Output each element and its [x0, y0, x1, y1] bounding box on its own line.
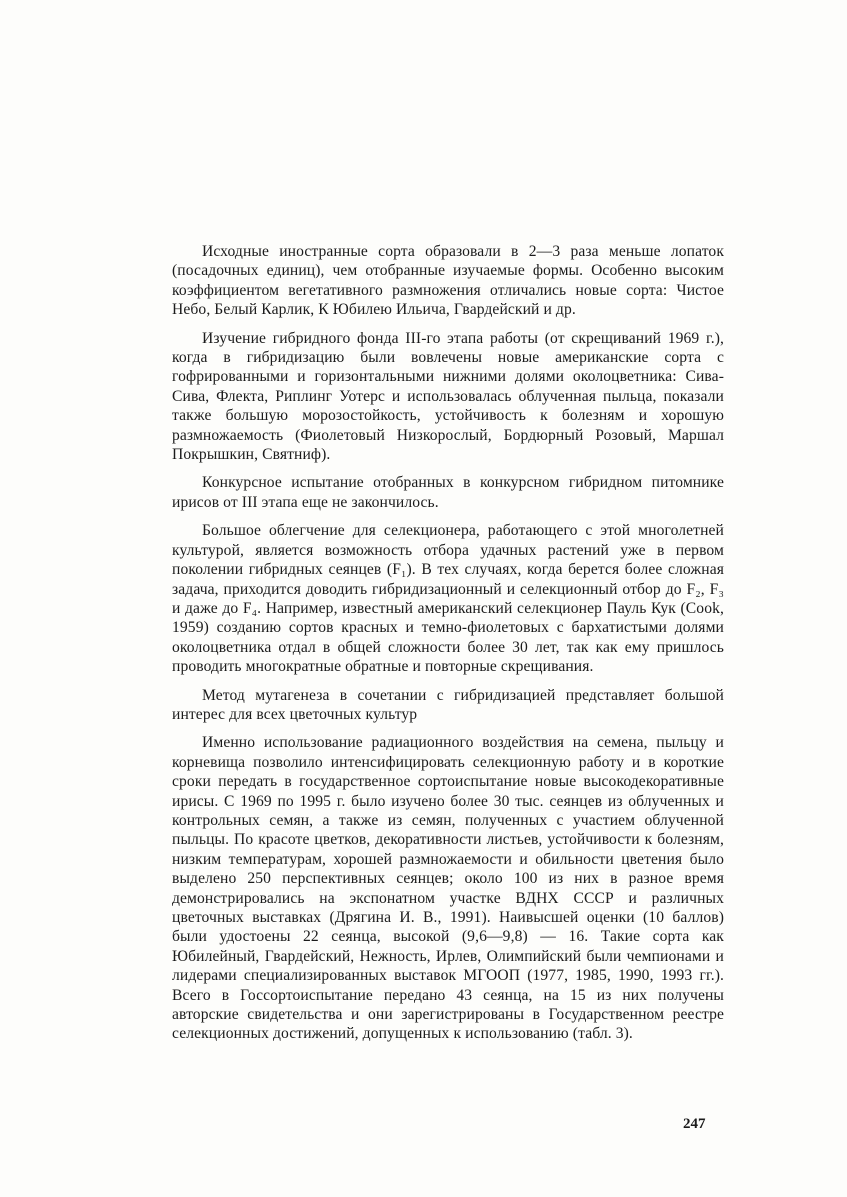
paragraph-2: Изучение гибридного фонда III-го этапа работы (от скрещиваний 1969 г.), когда в гибридизацию были вовлечены новые американские сорта с гофрированными и горизонтальными нижними долями околоцветника: Сива-Сива, Флекта, Риплинг Уотерс и использовалась облученная пыльца, показали также большую морозостойкость, устойчивость к болезням и хорошую размножаемость (Фиолетовый Низкорослый, Бордюрный Розовый, Маршал Покрышкин, Святниф). [172, 329, 724, 464]
paragraph-1: Исходные иностранные сорта образовали в 2—3 раза меньше лопаток (посадочных единиц), чем отобранные изучаемые формы. Особенно высоким коэффициентом вегетативного размножения отличались новые сорта: Чистое Небо, Белый Карлик, К Юбилею Ильича, Гвардейский и др. [172, 243, 724, 319]
body-text [172, 242, 724, 1044]
page-number: 247 [683, 1116, 706, 1132]
paragraph-3: Конкурсное испытание отобранных в конкурсном гибридном питомнике ирисов от III этапа еще не закончилось. [172, 474, 724, 511]
paragraph-4: Большое облегчение для селекционера, работающего с этой многолетней культурой, является возможность отбора удачных растений уже в первом поколении гибридных сеянцев (F₁). В тех случаях, когда берется более сложная задача, приходится доводить гибридизационный и селекционный отбор до F₂, F₃ и даже до F₄. Например, известный американский селекционер Пауль Кук (Cook, 1959) созданию сортов красных и темно-фиолетовых с бархатистыми долями околоцветника отдал в общей сложности более 30 лет, так как ему пришлось проводить многократные обратные и повторные скрещивания. [172, 522, 724, 676]
paragraph-5: Метод мутагенеза в сочетании с гибридизацией представляет большой интерес для всех цветочных культур [172, 686, 724, 723]
paragraph-6: Именно использование радиационного воздействия на семена, пыльцу и корневища позволило интенсифицировать селекционную работу и в короткие сроки передать в государственное сортоиспытание новые высокодекоративные ирисы. С 1969 по 1995 г. было изучено более 30 тыс. сеянцев из облученных и контрольных семян, а также из семян, полученных с участием облученной пыльцы. По красоте цветков, декоративности листьев, устойчивости к болезням, низким температурам, хорошей размножаемости и обильности цветения было выделено 250 перспективных сеянцев; около 100 из них в разное время демонстрировались на экспонатном участке ВДНХ СССР и различных цветочных выставках (Дрягина И. В., 1991). Наивысшей оценки (10 баллов) были удостоены 22 сеянца, высокой (9,6—9,8) — 16. Такие сорта как Юбилейный, Гвардейский, Нежность, Ирлев, Олимпийский были чемпионами и лидерами специализированных выставок МГООП (1977, 1985, 1990, 1993 гг.). Всего в Госсортоиспытание передано 43 сеянца, на 15 из них получены авторские свидетельства и они зарегистрированы в Государственном реестре селекционных достижений, допущенных к использованию (табл. 3). [172, 734, 724, 1043]
